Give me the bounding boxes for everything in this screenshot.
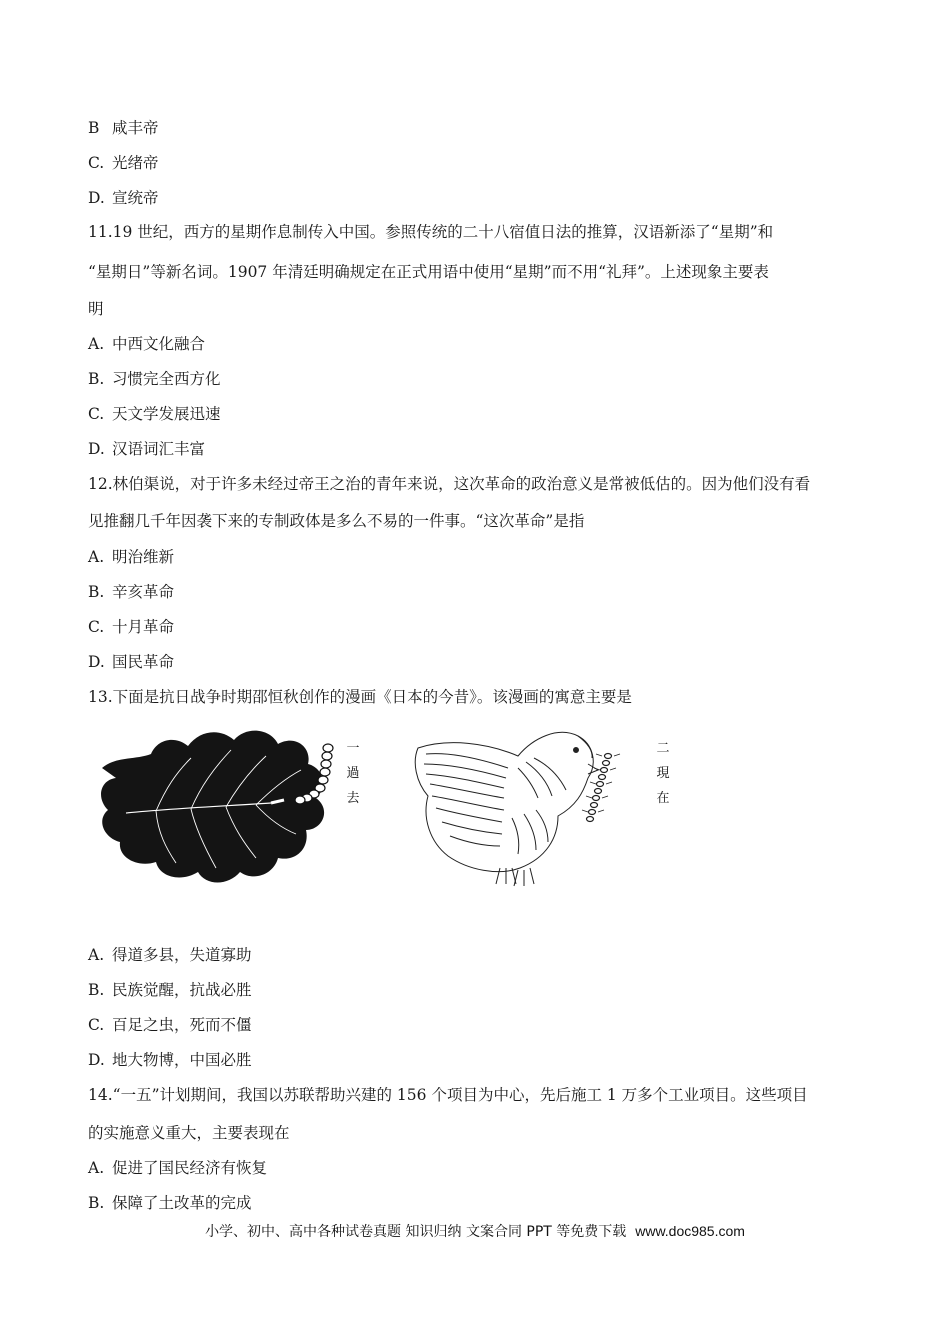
q13-option-b (88, 980, 252, 1000)
q14-option-b (88, 1193, 252, 1213)
option-label: A. (88, 335, 105, 353)
option-text: 天文学发展迅速 (112, 405, 221, 423)
option-text: 汉语词汇丰富 (112, 440, 206, 458)
q10-option-c (88, 153, 159, 173)
option-text: 辛亥革命 (112, 583, 175, 601)
option-label: B. (88, 981, 105, 999)
option-text: 保障了土改革的完成 (112, 1194, 252, 1212)
caption-char: 一 (346, 741, 360, 756)
option-label: A. (88, 1159, 105, 1177)
option-label: A. (88, 946, 105, 964)
q10-option-b (88, 118, 159, 138)
caption-char: 在 (656, 791, 670, 806)
footer-text: 小学、初中、高中各种试卷真题 知识归纳 文案合同 PPT 等免费下载 (205, 1224, 627, 1240)
q11-stem-line-3: 明 (88, 300, 104, 318)
q11-option-d (88, 439, 205, 459)
option-text: 地大物博，中国必胜 (112, 1051, 252, 1069)
q13-option-d (88, 1050, 252, 1070)
caption-char: 去 (346, 791, 360, 806)
q13-option-c (88, 1015, 252, 1035)
option-text: 习惯完全西方化 (112, 370, 221, 388)
q12-stem-line-2: 见推翻几千年因袭下来的专制政体是多么不易的一件事。“这次革命”是指 (88, 512, 585, 530)
q13-option-a (88, 945, 252, 965)
panel1-caption (346, 740, 360, 807)
q11-option-c (88, 404, 221, 424)
hen-centipede-illustration (408, 718, 638, 888)
option-label: C. (88, 405, 105, 423)
q13-stem-line-1: 13.下面是抗日战争时期邵恒秋创作的漫画《日本的今昔》。该漫画的寓意主要是 (88, 688, 632, 706)
q11-stem-line-1: 11.19 世纪，西方的星期作息制传入中国。参照传统的二十八宿值日法的推算，汉语新添了“星期”和 (88, 223, 774, 241)
q12-option-b (88, 582, 174, 602)
option-text: 民族觉醒，抗战必胜 (112, 981, 252, 999)
option-label: C. (88, 154, 105, 172)
option-label: A. (88, 548, 105, 566)
option-label: D. (88, 189, 105, 207)
option-text: 国民革命 (112, 653, 175, 671)
q14-stem-line-1: 14.“一五”计划期间，我国以苏联帮助兴建的 156 个项目为中心，先后施工 1 万多个工业项目。这些项目 (88, 1086, 808, 1104)
option-label: B (88, 119, 100, 137)
q12-option-c (88, 617, 174, 637)
option-text: 十月革命 (112, 618, 175, 636)
q10-option-d (88, 188, 159, 208)
panel2-caption (656, 740, 670, 807)
option-text: 咸丰帝 (112, 119, 159, 137)
q12-option-d (88, 652, 174, 672)
option-label: C. (88, 1016, 105, 1034)
option-label: D. (88, 440, 105, 458)
option-text: 宣统帝 (112, 189, 159, 207)
option-label: C. (88, 618, 105, 636)
caption-char: 二 (656, 741, 670, 756)
option-text: 促进了国民经济有恢复 (112, 1159, 268, 1177)
q11-stem-line-2: “星期日”等新名词。1907 年清廷明确规定在正式用语中使用“星期”而不用“礼拜”。上述现象主要表 (88, 263, 769, 281)
q11-option-a (88, 334, 205, 354)
q11-option-b (88, 369, 221, 389)
option-label: B. (88, 583, 105, 601)
option-text: 百足之虫，死而不僵 (112, 1016, 252, 1034)
footer-url-link[interactable]: www.doc985.com (635, 1223, 745, 1239)
option-text: 中西文化融合 (112, 335, 206, 353)
option-text: 得道多县，失道寡助 (112, 946, 252, 964)
option-label: D. (88, 1051, 105, 1069)
q12-option-a (88, 547, 174, 567)
caption-char: 過 (346, 766, 360, 781)
option-text: 光绪帝 (112, 154, 159, 172)
option-label: B. (88, 370, 105, 388)
q14-stem-line-2: 的实施意义重大，主要表现在 (88, 1124, 290, 1142)
option-label: D. (88, 653, 105, 671)
leaf-caterpillar-illustration (96, 718, 386, 888)
page-footer (0, 1221, 950, 1241)
q12-stem-line-1: 12.林伯渠说，对于许多未经过帝王之治的青年来说，这次革命的政治意义是常被低估的。因为他们没有看 (88, 475, 811, 493)
caption-char: 現 (656, 766, 670, 781)
option-label: B. (88, 1194, 105, 1212)
q14-option-a (88, 1158, 267, 1178)
cartoon-figure (96, 718, 686, 888)
option-text: 明治维新 (112, 548, 175, 566)
